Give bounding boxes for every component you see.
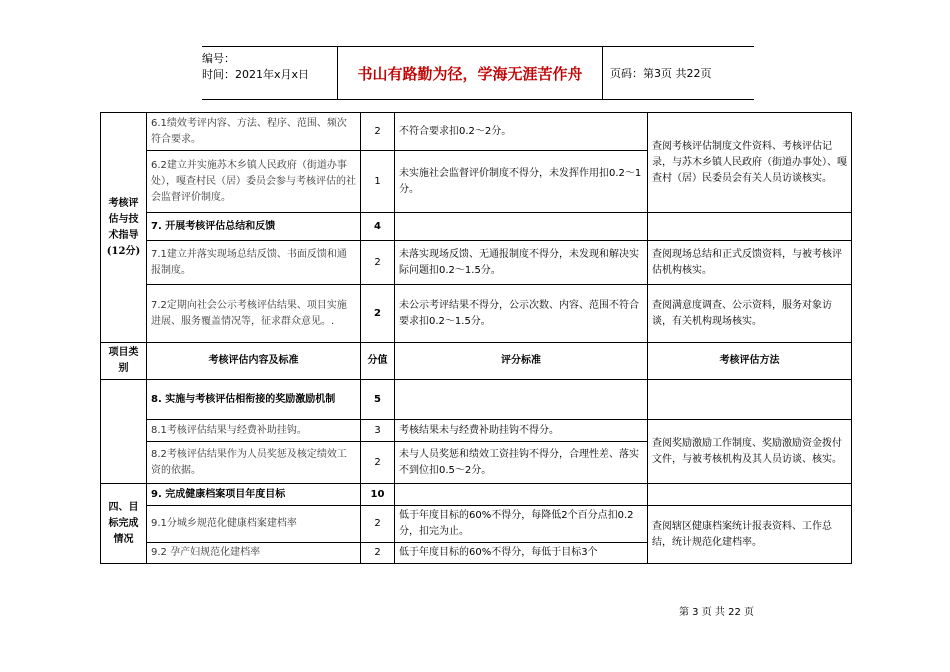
item-title: 8. 实施与考核评估相衔接的奖励激励机制: [147, 380, 361, 420]
content-cell: 6.1绩效考评内容、方法、程序、范围、频次符合要求。: [147, 113, 361, 151]
method-cell: 查阅考核评估制度文件资料、考核评估记录，与苏木乡镇人民政府（街道办事处）、嘎查村（居）民委员会有关人员访谈核实。: [648, 113, 852, 213]
score-cell: 2: [361, 506, 395, 543]
score-cell: 2: [361, 543, 395, 564]
criteria-cell: 低于年度目标的60%不得分，每降低2个百分点扣0.2分，扣完为止。: [395, 506, 648, 543]
table-row: [101, 285, 852, 343]
item-title: 9. 完成健康档案项目年度目标: [147, 484, 361, 506]
criteria-cell: 未公示考评结果不得分，公示次数、内容、范围不符合要求扣0.2～1.5分。: [395, 285, 648, 343]
header-category: 项目类别: [101, 343, 147, 380]
criteria-cell: 不符合要求扣0.2～2分。: [395, 113, 648, 151]
table-row: [101, 241, 852, 285]
method-cell: 查阅辖区健康档案统计报表资料、工作总结，统计规范化建档率。: [648, 506, 852, 564]
date-line: 时间：2021年x月x日: [202, 68, 310, 81]
content-cell: 6.2建立并实施苏木乡镇人民政府（街道办事处），嘎查村民（居）委员会参与考核评估的社会监督评价制度。: [147, 151, 361, 213]
number-label: 编号：: [202, 52, 235, 65]
criteria-cell: 未实施社会监督评价制度不得分，未发挥作用扣0.2～1分。: [395, 151, 648, 213]
table-row: [101, 113, 852, 151]
method-cell: 查阅奖励激励工作制度、奖励激励资金拨付文件，与被考核机构及其人员访谈、核实。: [648, 420, 852, 484]
header-content: 考核评估内容及标准: [147, 343, 361, 380]
score-cell: 2: [361, 241, 395, 285]
score-cell: 3: [361, 420, 395, 442]
method-cell: 查阅满意度调查、公示资料，服务对象访谈，有关机构现场核实。: [648, 285, 852, 343]
criteria-cell: 未与人员奖惩和绩效工资挂钩不得分，合理性差、落实不到位扣0.5～2分。: [395, 442, 648, 484]
score-cell: 1: [361, 151, 395, 213]
empty-cell: [648, 380, 852, 420]
header-score: 分值: [361, 343, 395, 380]
header-criteria: 评分标准: [395, 343, 648, 380]
table-header-row: [101, 343, 852, 380]
header-info: [202, 47, 338, 99]
content-cell: 9.1分城乡规范化健康档案建档率: [147, 506, 361, 543]
content-cell: 9.2 孕产妇规范化建档率: [147, 543, 361, 564]
page-footer: 第 3 页 共 22 页: [679, 607, 754, 618]
method-cell: 查阅现场总结和正式反馈资料，与被考核评估机构核实。: [648, 241, 852, 285]
category-cell: [101, 380, 147, 484]
page-header: [202, 46, 754, 100]
score-cell: 2: [361, 442, 395, 484]
empty-cell: [648, 484, 852, 506]
header-method: 考核评估方法: [648, 343, 852, 380]
empty-cell: [395, 484, 648, 506]
content-cell: 7.1建立并落实现场总结反馈、书面反馈和通报制度。: [147, 241, 361, 285]
table-row: [101, 420, 852, 442]
table-row: [101, 213, 852, 241]
category-cell: 考核评估与技术指导(12分): [101, 113, 147, 343]
criteria-cell: 未落实现场反馈、无通报制度不得分，未发现和解决实际问题扣0.2～1.5分。: [395, 241, 648, 285]
criteria-cell: 低于年度目标的60%不得分，每低于目标3个: [395, 543, 648, 564]
content-cell: 7.2定期向社会公示考核评估结果、项目实施进展、服务覆盖情况等，征求群众意见。.: [147, 285, 361, 343]
item-title: 7. 开展考核评估总结和反馈: [147, 213, 361, 241]
content-cell: 8.1考核评估结果与经费补助挂钩。: [147, 420, 361, 442]
score-cell: 2: [361, 285, 395, 343]
empty-cell: [395, 380, 648, 420]
table-row: [101, 380, 852, 420]
score-cell: 5: [361, 380, 395, 420]
page-info: 页码：第3页 共22页: [610, 67, 712, 80]
table-row: [101, 484, 852, 506]
score-cell: 4: [361, 213, 395, 241]
score-cell: 10: [361, 484, 395, 506]
score-cell: 2: [361, 113, 395, 151]
motto: 书山有路勤为径，学海无涯苦作舟: [338, 47, 603, 99]
empty-cell: [648, 213, 852, 241]
assessment-table: [100, 112, 852, 564]
criteria-cell: 考核结果未与经费补助挂钩不得分。: [395, 420, 648, 442]
table-row: [101, 506, 852, 543]
content-cell: 8.2考核评估结果作为人员奖惩及核定绩效工资的依据。: [147, 442, 361, 484]
empty-cell: [395, 213, 648, 241]
category-cell: 四、目标完成情况: [101, 484, 147, 564]
